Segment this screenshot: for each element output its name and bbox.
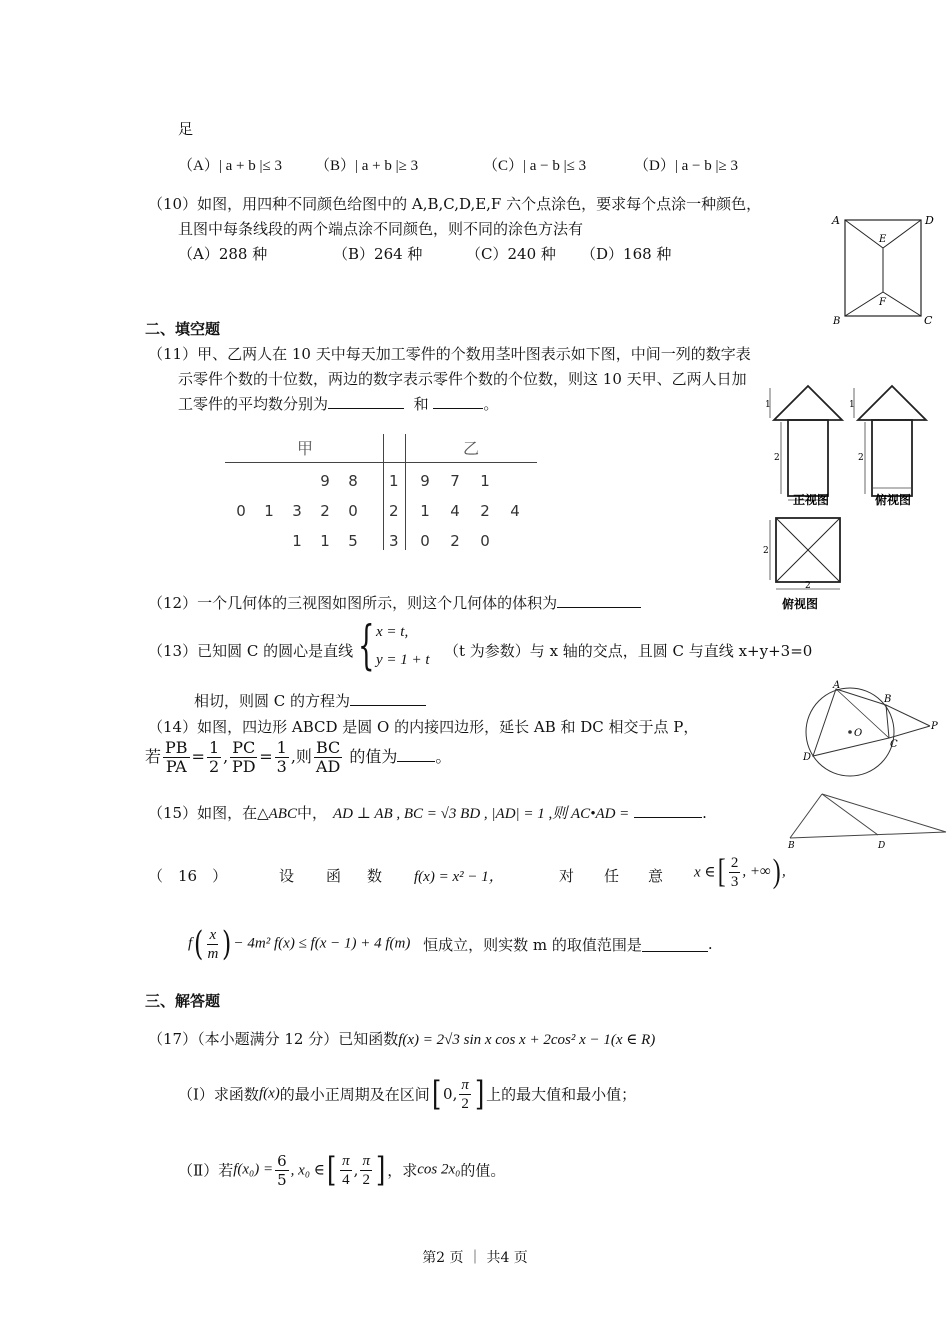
leaf: 0 [236,502,246,520]
q17-p2-end: 的值。 [460,1161,506,1180]
q11-end: 。 [483,395,499,413]
q17-part2: （Ⅱ）若f(x₀) = $\frac{6}{5}$ , x₀ ∈[ $\frac{\pi}{4}$ , $\frac{\pi}{2}$ ] ，求cos 2x₀的值。 [178,1150,506,1190]
q13-blank[interactable] [350,691,426,706]
q14-label-b: B [884,694,892,705]
q17-p1-bracket-close: ] [474,1074,485,1114]
stem-header-rule [225,462,537,463]
q16-paren-close: ) [222,924,232,964]
q17-p2-bracket-open: [ [326,1150,337,1190]
q17-p1-post: 上的最大值和最小值； [486,1085,637,1104]
q13-pre: （13）已知圆 C 的圆心是直线 [148,642,354,660]
q17-part1 [178,1074,636,1114]
q11-line3 [178,393,498,414]
q10-option-a: （A）288 种 [178,245,268,263]
q17-p2-x: , x₀ ∈ [290,1162,325,1179]
q16-paren-open: ( [194,924,204,964]
side-dim-2: 2 [858,453,864,463]
q9-tail: 足 [178,120,194,138]
q11-blank-1[interactable] [328,394,404,409]
q14-line1: （14）如图，四边形 ABCD 是圆 O 的内接四边形，延长 AB 和 DC 相交于点 P， [148,718,699,736]
frac-num: π [362,1152,370,1169]
q16-func: f(x) = x² − 1， [414,869,504,885]
q11-line3-text: 工零件的平均数分别为 [178,395,329,413]
q10-label-f: F [879,297,886,308]
q16-s1: 设 [279,867,295,885]
q15-label-b: B [788,841,795,848]
leaf: 4 [450,502,460,520]
frac-den: AD [315,757,341,776]
frac-den: PA [165,757,187,776]
frac-den: 3 [730,873,739,890]
q16-end: . [707,935,713,953]
q14-blank[interactable] [397,747,435,762]
three-view-figure [760,378,946,614]
q11-line1: （11）甲、乙两人在 10 天中每天加工零件的个数用茎叶图表示如下图，中间一列的数字表 [148,345,751,363]
q11-and: 和 [413,395,429,413]
frac-num: 1 [276,738,287,757]
leaf: 1 [292,532,302,550]
frac-num: 6 [277,1151,287,1170]
leaf: 1 [320,532,330,550]
frac-den: PD [231,757,256,776]
q12-blank[interactable] [557,593,641,608]
q17-p2-pre: （Ⅱ）若 [178,1161,234,1180]
q17-func: f(x) = 2√3 sin x cos x + 2cos² x − 1(x ∈ R) [398,1032,656,1048]
q17-p2-frac-pi-4 [340,1152,352,1189]
q17-p2-frac-6-5 [275,1152,289,1189]
q15-mid: 中， [296,804,327,822]
q10-line2: 且图中每条线段的两个端点涂不同颜色，则不同的涂色方法有 [178,220,584,238]
frac-num: BC [315,738,341,757]
q16-frac-x-m [207,926,218,963]
leaf: 7 [450,472,460,490]
q17-p1-f: f(x) [258,1085,280,1102]
leaf: 0 [420,532,430,550]
stem-divider-left [383,434,384,550]
stem-leaf-plot [225,432,537,552]
leaf: 2 [320,502,330,520]
q10-line1: （10）如图，用四种不同颜色给图中的 A,B,C,D,E,F 六个点涂色，要求每个点涂一种颜色， [148,195,762,213]
q16-paren-right: ) [772,853,781,890]
stem-left-leaves [227,466,367,556]
stem-1: 1 [389,472,399,490]
leaf: 8 [348,472,358,490]
section-2-heading: 二、填空题 [145,320,221,338]
leaf: 2 [450,532,460,550]
q16-domain-post: , +∞ [742,863,771,880]
q17-p1-frac-pi-2 [459,1076,471,1113]
stem-row-3-right [410,526,530,556]
frac-den: 2 [461,1095,469,1112]
q11-line2: 示零件个数的十位数，两边的数字表示零件个数的个位数，则这 10 天甲、乙两人日加 [178,370,747,388]
q14-line2: 若 $\frac{PB}{PA}$ = $\frac{1}{2}$ , $\frac{PC}{PD}$ = $\frac{1}{3}$ ,则 $\frac{BC}{AD}$ 的值为 。 [145,738,452,776]
stem-row-1-left [227,466,367,496]
q14-frac-pb-pa [163,739,190,776]
q14-label-a: A [833,680,841,691]
q17-p1-mid: 的最小正周期及在区间 [279,1085,430,1104]
q17-pre: （17）（本小题满分 12 分）已知函数 [148,1030,399,1048]
top-dim-2b: 2 [805,581,811,591]
q13-eq1: x = t, [376,624,409,640]
q17-stem [148,1028,655,1049]
q16-label: （ 16 ） [148,867,228,885]
leaf: 9 [420,472,430,490]
q10-label-a: A [832,214,840,227]
q14-label-c: C [890,739,898,750]
q13-eq2: y = 1 + t [376,652,430,668]
q13-line2-text: 相切，则圆 C 的方程为 [194,692,351,710]
leaf: 5 [348,532,358,550]
q9-option-a: （A）| a + b |≤ 3 [178,158,282,174]
q14-figure [800,680,945,780]
q14-frac-third [275,739,289,776]
q15-triangle: △ABC [257,806,297,822]
top-dim-2: 2 [763,546,769,556]
q14-frac-bc-ad [314,739,342,776]
frac-den: 5 [277,1170,287,1189]
q17-p2-f: f(x₀) = [233,1161,274,1178]
q10-label-c: C [924,314,933,327]
leaf: 9 [320,472,330,490]
q10-figure [828,208,938,328]
q9-option-d: （D）| a − b |≥ 3 [634,158,738,174]
q14-frac-half [207,739,221,776]
q17-p1-int-a: 0, [443,1085,458,1103]
frac-den: m [207,945,219,962]
q13-line2 [194,690,426,711]
q16-blank[interactable] [642,937,708,952]
frac-num: PB [165,738,188,757]
leaf: 3 [292,502,302,520]
q17-p1-pre: （Ⅰ）求函数 [178,1085,259,1104]
q14-ze: ,则 [290,747,312,766]
q16-s6: 意 [648,867,664,885]
q16-s3: 数 [367,867,383,885]
q14-label-o: O [854,728,863,739]
stem-divider-right [405,434,406,550]
frac-num: x [207,926,218,945]
section-3-heading: 三、解答题 [145,992,221,1010]
q14-ruo: 若 [145,747,162,766]
q14-label-p: P [931,721,938,732]
leaf: 0 [480,532,490,550]
frac-num: 1 [208,738,220,757]
q15-blank[interactable] [634,803,702,818]
q16-s5: 任 [604,867,620,885]
leaf: 4 [510,502,520,520]
stem-row-3-left [227,526,367,556]
q16-inequality [188,924,713,964]
top-view-label: 俯视图 [782,597,819,611]
frac-den: 4 [342,1171,350,1188]
q10-label-d: D [925,214,934,227]
q16-domain [694,852,786,892]
q16-bracket-left: [ [717,853,726,890]
q10-label-e: E [879,234,887,245]
q16-frac-two-thirds [729,854,741,891]
page-footer: 第2 页 ｜ 共4 页 [422,1250,528,1266]
leaf: 1 [420,502,430,520]
q15-figure [782,788,948,848]
q15-condition: AD ⊥ AB , BC = √3 BD , |AD| = 1 ,则 AC•AD = [332,806,630,822]
q17-p1-bracket-open: [ [431,1074,442,1114]
side-view-label: 俯视图 [875,493,912,507]
q16-ineq-rest: − 4m² f(x) ≤ f(x − 1) + 4 f(m) [233,935,411,952]
q16-s4: 对 [559,867,575,885]
q9-option-c: （C）| a − b |≤ 3 [483,158,587,174]
frac-num: π [342,1152,350,1169]
q12-line [148,592,641,613]
q15-end: . [702,804,707,822]
stem-2: 2 [389,502,399,520]
q17-p2-frac-pi-2 [360,1152,372,1189]
leaf: 0 [348,502,358,520]
q13-brace: { [358,616,375,676]
q13-post: （t 为参数）与 x 轴的交点，且圆 C 与直线 x+y+3=0 [444,642,813,660]
q16-tail: 恒成立，则实数 m 的取值范围是 [423,935,642,954]
q14-frac-pc-pd [230,739,257,776]
front-dim-2: 2 [774,453,780,463]
side-dim-1: 1 [849,400,855,410]
q10-option-b: （B）264 种 [333,245,423,263]
stem-header-left: 甲 [297,439,314,458]
frac-num: PC [232,738,256,757]
q17-p2-cos: cos 2x₀ [417,1161,461,1178]
q17-p2-post: ，求 [387,1161,418,1180]
q9-option-b: （B）| a + b |≥ 3 [315,158,419,174]
q15-pre: （15）如图，在 [148,804,258,822]
stem-row-2-right [410,496,530,526]
q16-domain-pre: x ∈ [694,864,716,881]
q17-p2-bracket-close: ] [375,1150,386,1190]
q10-option-c: （C）240 种 [466,245,556,263]
q16-s2: 函 [326,867,342,885]
frac-den: 2 [208,757,220,776]
q16-f: f [188,935,193,952]
leaf: 2 [480,502,490,520]
frac-den: 3 [276,757,287,776]
leaf: 1 [480,472,490,490]
q15-label-d: D [878,841,886,848]
q12-text: （12）一个几何体的三视图如图所示，则这个几何体的体积为 [148,594,558,612]
q10-label-b: B [833,316,841,327]
leaf: 1 [264,502,274,520]
q15-line [148,802,707,823]
stem-right-leaves [410,466,530,556]
q11-blank-2[interactable] [433,394,483,409]
front-dim-1: 1 [765,400,771,410]
stem-3: 3 [389,532,399,550]
stem-row-2-left [227,496,367,526]
frac-num: π [461,1076,469,1093]
frac-den: 2 [362,1171,370,1188]
q14-end: 。 [435,747,452,766]
q14-label-d: D [803,752,812,763]
q10-option-d: （D）168 种 [581,245,672,263]
q16-comma: , [782,863,786,880]
q14-tail: 的值为 [349,747,398,766]
stem-header-right: 乙 [463,439,480,458]
front-view-label: 正视图 [793,493,830,507]
frac-num: 2 [730,854,739,871]
stem-row-1-right [410,466,530,496]
